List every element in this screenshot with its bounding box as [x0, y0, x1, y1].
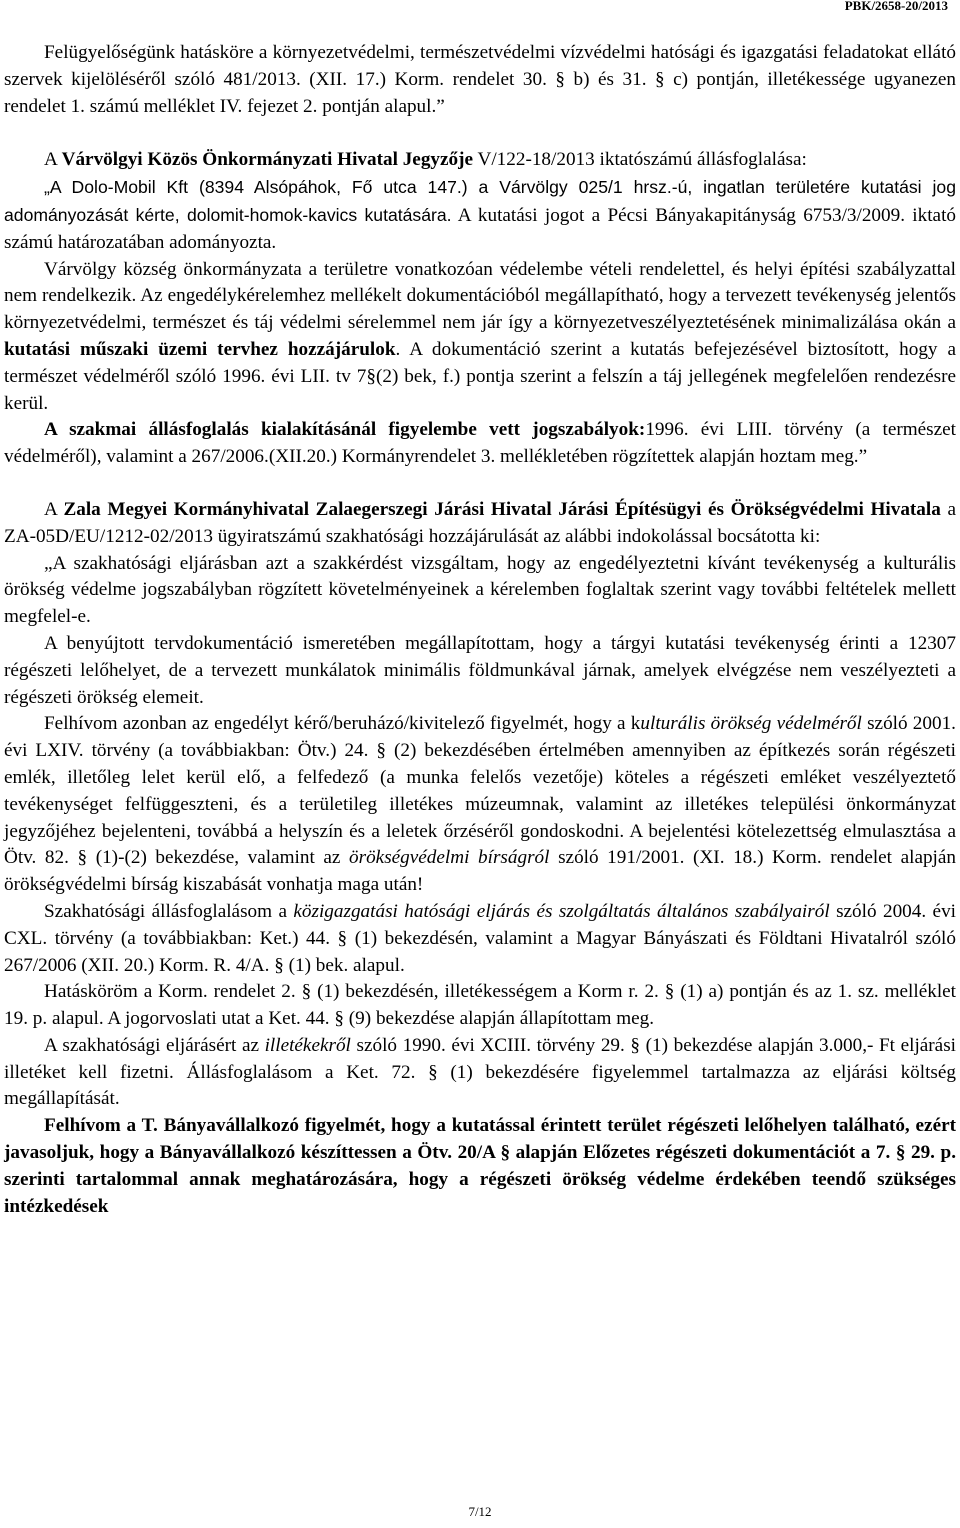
notary-authority-name: Várvölgyi Közös Önkormányzati Hivatal Jegyzője	[61, 149, 474, 171]
paragraph-competence: Hatásköröm a Korm. rendelet 2. § (1) bekezdésén, illetékességem a Korm r. 2. § (1) a) pontján és az 1. sz. melléklet 19. p. alapul. A jogorvoslati utat a Ket. 44. § (9) bekezdése alapján állapítottam meg.	[4, 981, 956, 1030]
paragraph-spacer	[4, 471, 956, 497]
paragraph-permit-request: „A Dolo-Mobil Kft (8394 Alsópáhok, Fő utca 147.) a Várvölgy 025/1 hrsz.-ú, ingatlan területére kutatási jog adományozását kérte, dolomit-homok-kavics kutatására. A kutatási jogot a Pécsi Bányakapitányság 6753/3/2009. iktató számú határozatában adományozta.	[4, 177, 957, 253]
approval-statement: kutatási műszaki üzemi tervhez hozzájárulok	[4, 338, 396, 360]
paragraph-finder-obligation: Felhívom azonban az engedélyt kérő/beruházó/kivitelező figyelmét, hogy a kulturális örökség védelméről szóló 2001. évi LXIV. törvény (a továbbiakban: Ötv.) 24. § (2) bekezdésében értelmében amennyiben az építkezés során régészeti emlék, illetőleg lelet kerül elő, a felfedező (a munka felelős vezetője) köteles a régészeti emléket veszélyeztető tevékenységet felfüggeszteni, és a területileg illetékes múzeumnak, valamint az illetékes települési önkormányzat jegyzőjéhez bejelenteni, továbbá a helyszín és a leletek őrzéséről gondoskodni. A bejelentési kötelezettség elmulasztása a Ötv. 82. § (1)-(2) bekezdése, valamint az örökségvédelmi bírságról szóló 191/2001. (XI. 18.) Korm. rendelet alapján örökségvédelmi bírság kiszabását vonhatja maga után!	[4, 713, 957, 896]
paragraph-recommendation: Felhívom a T. Bányavállalkozó figyelmét, hogy a kutatással érintett terület régészeti lelőhelyen található, ezért javasoljuk, hogy a Bányavállalkozó készíttessen a Ötv. 20/A § alapján Előzetes régészeti dokumentációt a 7. § 29. p. szerinti tartalommal annak meghatározására, hogy a régészeti örökség védelme érdekében teendő szükséges intézkedések	[4, 1115, 956, 1217]
legal-basis-heading: A szakmai állásfoglalás kialakításánál figyelembe vett jogszabályok:	[44, 419, 646, 441]
document-reference: PBK/2658-20/2013	[844, 0, 948, 13]
paragraph-procedure-law: Szakhatósági állásfoglalásom a közigazgatási hatósági eljárás és szolgáltatás általános szabályairól szóló 2004. évi CXL. törvény (a továbbiakban: Ket.) 44. § (1) bekezdésén, valamint a Magyar Bányászati és Földtani Hivatalról szóló 267/2006 (XII. 20.) Korm. R. 4/A. § (1) bek. alapul.	[4, 900, 956, 976]
document-body	[4, 40, 956, 1220]
paragraph-jurisdiction: Felügyelőségünk hatásköre a környezetvédelmi, természetvédelmi vízvédelmi hatósági és igazgatási feladatokat ellátó szervek kijelöléséről szóló 481/2013. (XII. 17.) Korm. rendelet 30. § b) és 31. § c) pontján, illetékessége ugyanezen rendelet 1. számú melléklet IV. fejezet 2. pontján alapul.”	[4, 42, 956, 117]
paragraph-municipality-opinion: Várvölgy község önkormányzata a területre vonatkozóan védelembe vételi rendelettel, és helyi építési szabályzattal nem rendelkezik. Az engedélykérelemhez mellékelt dokumentációból megállapítható, hogy a tervezett tevékenység jelentős környezetvédelmi, természet és táj védelmi sérelemmel nem jár így a környezetveszélyeztetésének minimalizálása okán a kutatási műszaki üzemi tervhez hozzájárulok. A dokumentáció szerint a kutatás befejezésével biztosított, hogy a természet védelméről szóló 1996. évi LII. tv 7§(2) bek, f.) pontja szerint a felszín a táj jellegének megfelelően rendezésre kerül.	[4, 258, 956, 414]
heritage-authority-name: Zala Megyei Kormányhivatal Zalaegerszegi Járási Hivatal Járási Építésügyi és Örökségvédelmi Hivatala	[63, 498, 941, 520]
paragraph-legal-basis: A szakmai állásfoglalás kialakításánál figyelembe vett jogszabályok:1996. évi LIII. törvény (a természet védelméről), valamint a 267/2006.(XII.20.) Kormányrendelet 3. mellékletében rögzítettek alapján hoztam meg.”	[4, 419, 957, 468]
paragraph-heritage-question: „A szakhatósági eljárásban azt a szakkérdést vizsgáltam, hogy az engedélyeztetni kívánt tevékenység a kulturális örökség védelme jogszabályban rögzített követelményeinek a kérelemben foglaltak szerint vagy további feltételek mellett megfelel-e.	[4, 552, 956, 628]
paragraph-heritage-authority: A Zala Megyei Kormányhivatal Zalaegerszegi Járási Hivatal Járási Építésügyi és Örökségvédelmi Hivatala a ZA-05D/EU/1212-02/2013 ügyiratszámú szakhatósági hozzájárulását az alábbi indokolással bocsátotta ki:	[4, 498, 956, 547]
paragraph-archaeological-site: A benyújtott tervdokumentáció ismeretében megállapítottam, hogy a tárgyi kutatási tevékenység érinti a 12307 régészeti lelőhelyet, de a tervezett munkálatok minimális földmunkával járnak, amelyek elvégzése nem veszélyezteti a régészeti örökség elemeit.	[4, 632, 956, 708]
paragraph-notary-intro: A Várvölgyi Közös Önkormányzati Hivatal Jegyzője V/122-18/2013 iktatószámú állásfoglalása:	[44, 149, 807, 171]
paragraph-spacer	[4, 120, 956, 147]
page-number: 7/12	[468, 1504, 492, 1519]
paragraph-fee: A szakhatósági eljárásért az illetékekről szóló 1990. évi XCIII. törvény 29. § (1) bekezdése alapján 3.000,- Ft eljárási illetéket kell fizetni. Állásfoglalásom a Ket. 72. § (1) bekezdésére figyelemmel tartalmazza az eljárási költség megállapítását.	[4, 1034, 956, 1110]
